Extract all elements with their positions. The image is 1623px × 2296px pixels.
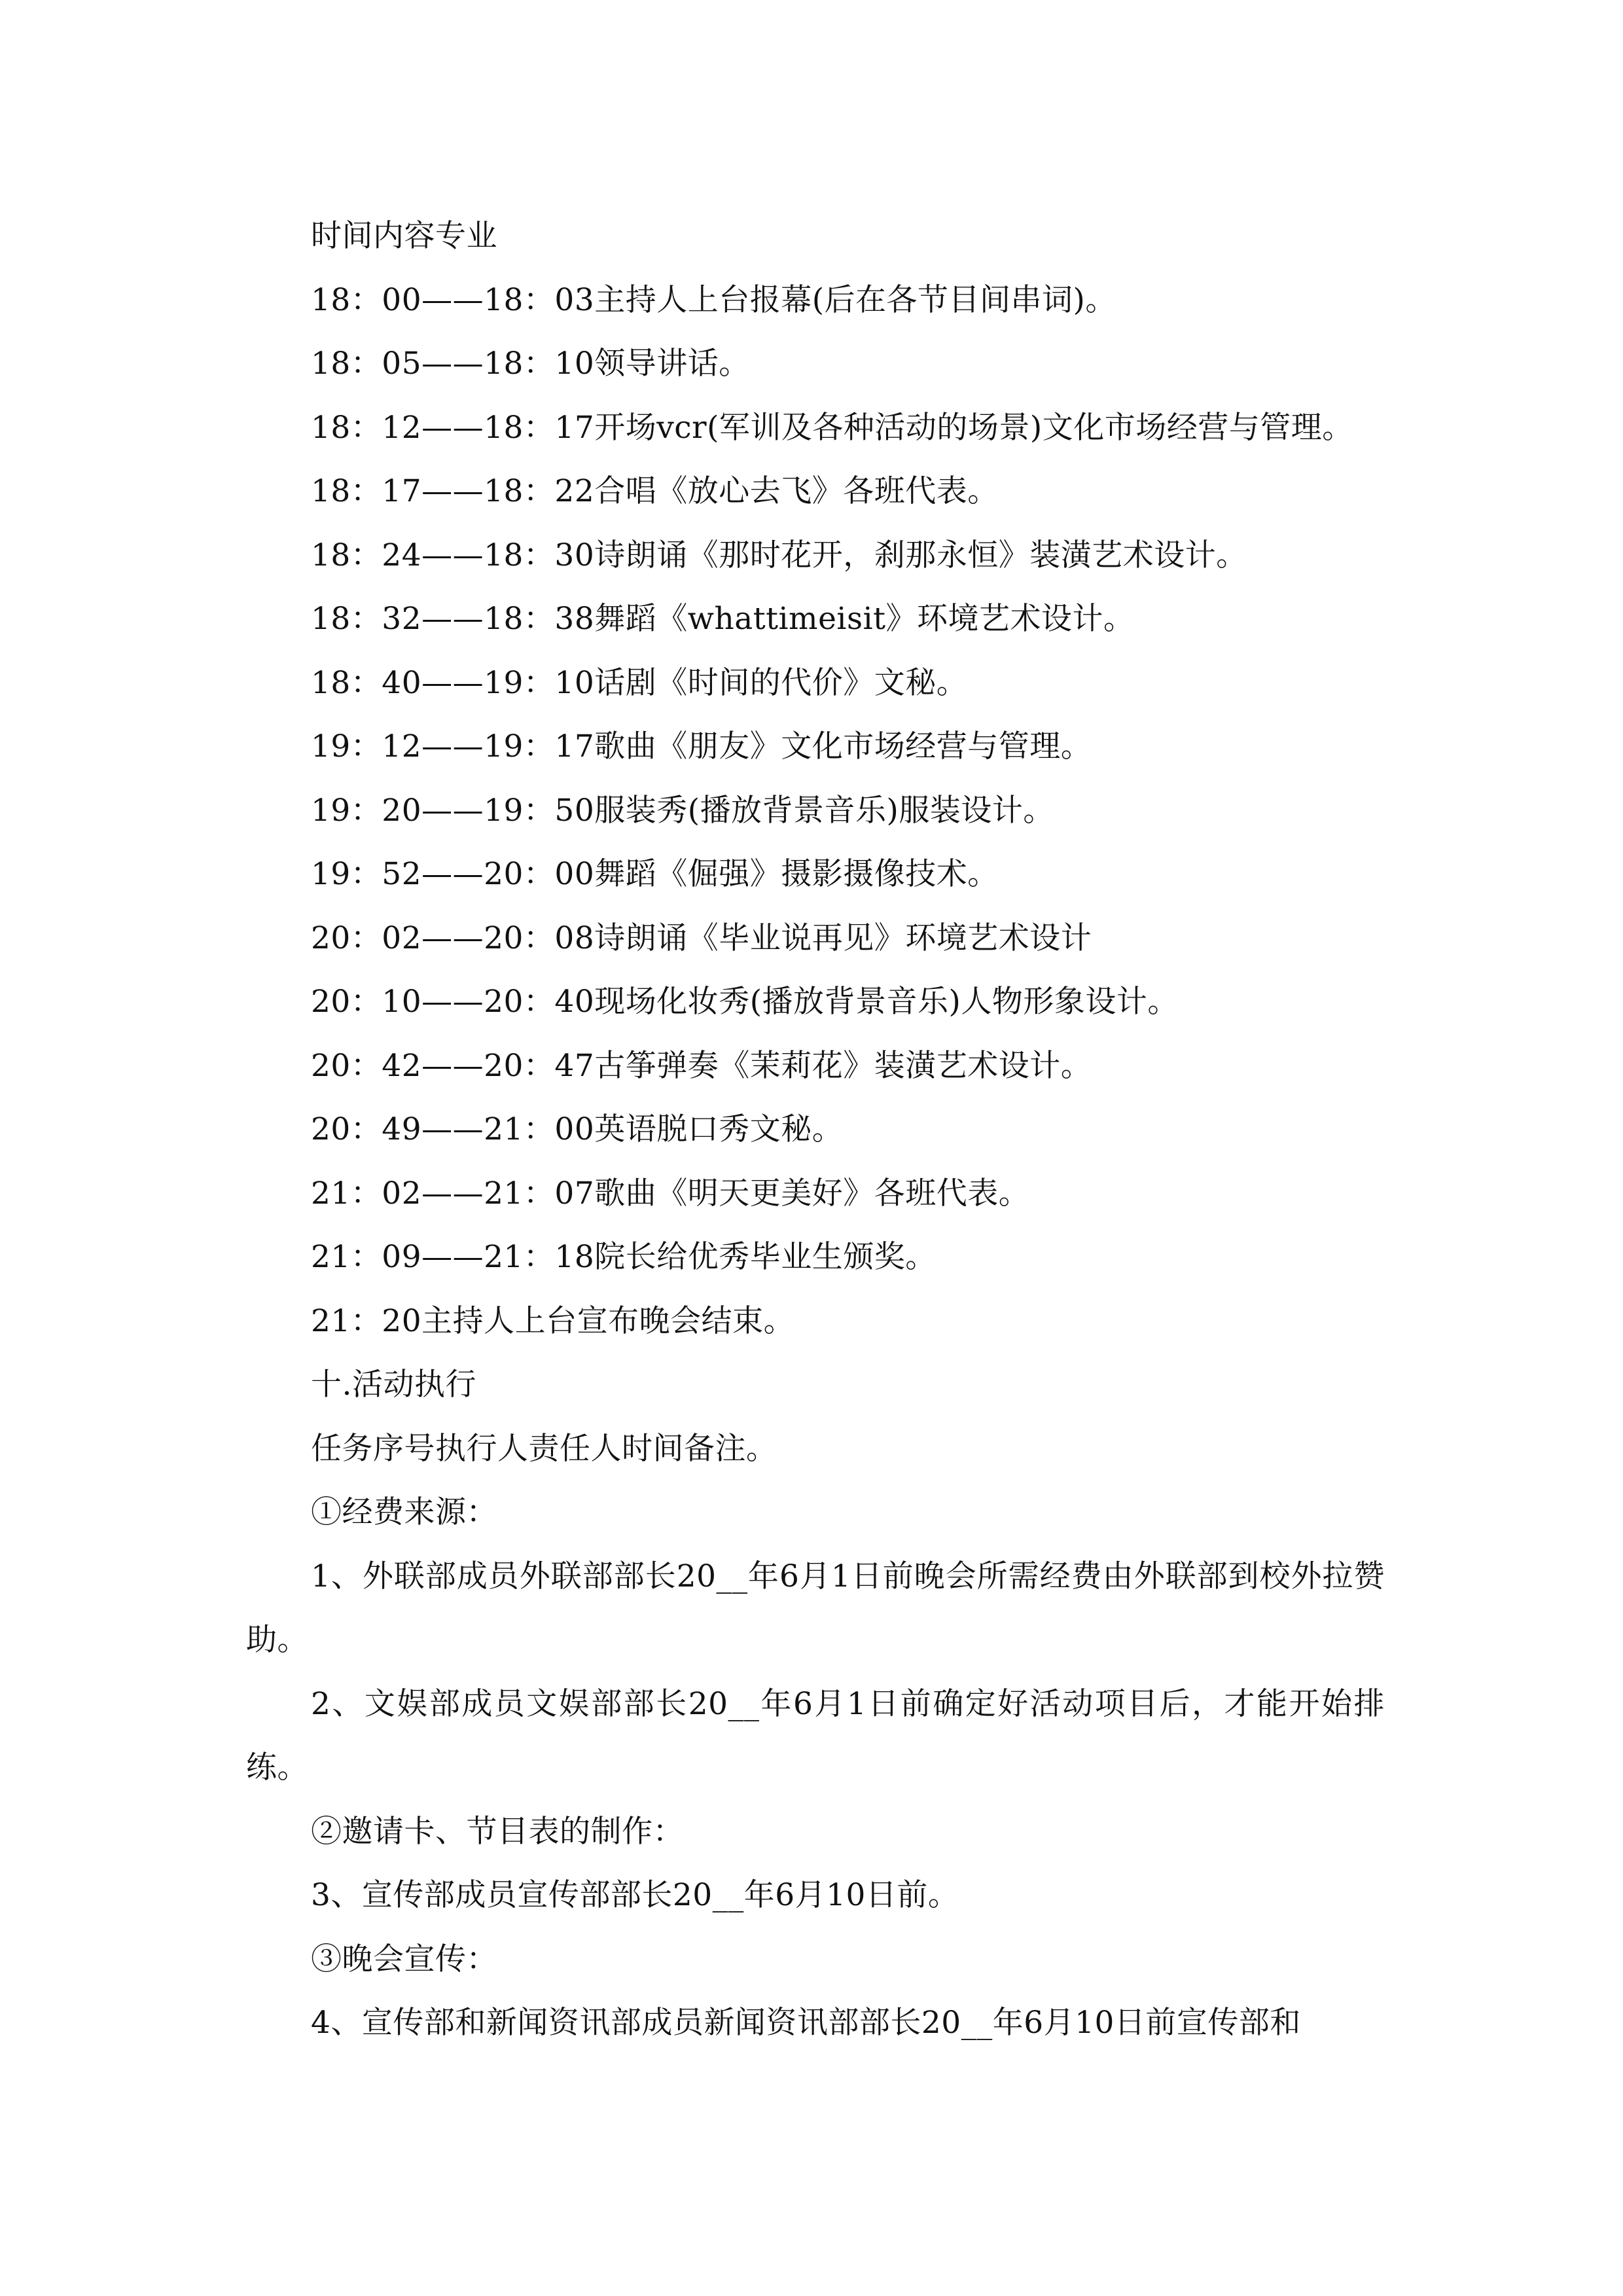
schedule-item: 18：24——18：30诗朗诵《那时花开，刹那永恒》装潢艺术设计。	[311, 537, 1247, 573]
item-heading: ③晚会宣传：	[311, 1941, 497, 1977]
schedule-item: 19：12——19：17歌曲《朋友》文化市场经营与管理。	[311, 728, 1092, 764]
schedule-item: 21：20主持人上台宣布晚会结束。	[311, 1302, 795, 1339]
paragraph: 4、宣传部和新闻资讯部成员新闻资讯部部长20__年6月10日前宣传部和	[311, 2005, 1301, 2041]
schedule-item: 18：12——18：17开场vcr(军训及各种活动的场景)文化市场经营与管理。	[311, 409, 1353, 446]
schedule-item: 21：02——21：07歌曲《明天更美好》各班代表。	[311, 1175, 1030, 1211]
schedule-item: 19：52——20：00舞蹈《倔强》摄影摄像技术。	[311, 856, 999, 892]
schedule-item: 18：40——19：10话剧《时间的代价》文秘。	[311, 664, 968, 701]
schedule-item: 18：17——18：22合唱《放心去飞》各班代表。	[311, 473, 999, 509]
schedule-item: 20：10——20：40现场化妆秀(播放背景音乐)人物形象设计。	[311, 984, 1179, 1020]
schedule-item: 20：02——20：08诗朗诵《毕业说再见》环境艺术设计	[311, 920, 1092, 956]
document-body	[246, 204, 1385, 2055]
schedule-header: 时间内容专业	[311, 218, 497, 254]
paragraph: 3、宣传部成员宣传部部长20__年6月10日前。	[311, 1877, 959, 1913]
item-heading: ①经费来源：	[311, 1494, 497, 1530]
schedule-item: 18：05——18：10领导讲话。	[311, 346, 750, 382]
item-heading: ②邀请卡、节目表的制作：	[311, 1813, 684, 1850]
table-header-text: 任务序号执行人责任人时间备注。	[311, 1430, 777, 1467]
paragraph: 1、外联部成员外联部部长20__年6月1日前晚会所需经费由外联部到校外拉赞助。	[246, 1558, 1385, 1658]
schedule-item: 19：20——19：50服装秀(播放背景音乐)服装设计。	[311, 792, 1054, 829]
schedule-item: 20：42——20：47古筝弹奏《茉莉花》装潢艺术设计。	[311, 1047, 1092, 1084]
schedule-item: 21：09——21：18院长给优秀毕业生颁奖。	[311, 1239, 936, 1275]
section-title: 十.活动执行	[311, 1367, 476, 1403]
schedule-item: 18：32——18：38舞蹈《whattimeisit》环境艺术设计。	[311, 601, 1135, 637]
paragraph: 2、文娱部成员文娱部部长20__年6月1日前确定好活动项目后，才能开始排练。	[246, 1685, 1385, 1785]
schedule-item: 20：49——21：00英语脱口秀文秘。	[311, 1111, 844, 1147]
schedule-item: 18：00——18：03主持人上台报幕(后在各节目间串词)。	[311, 281, 1116, 318]
